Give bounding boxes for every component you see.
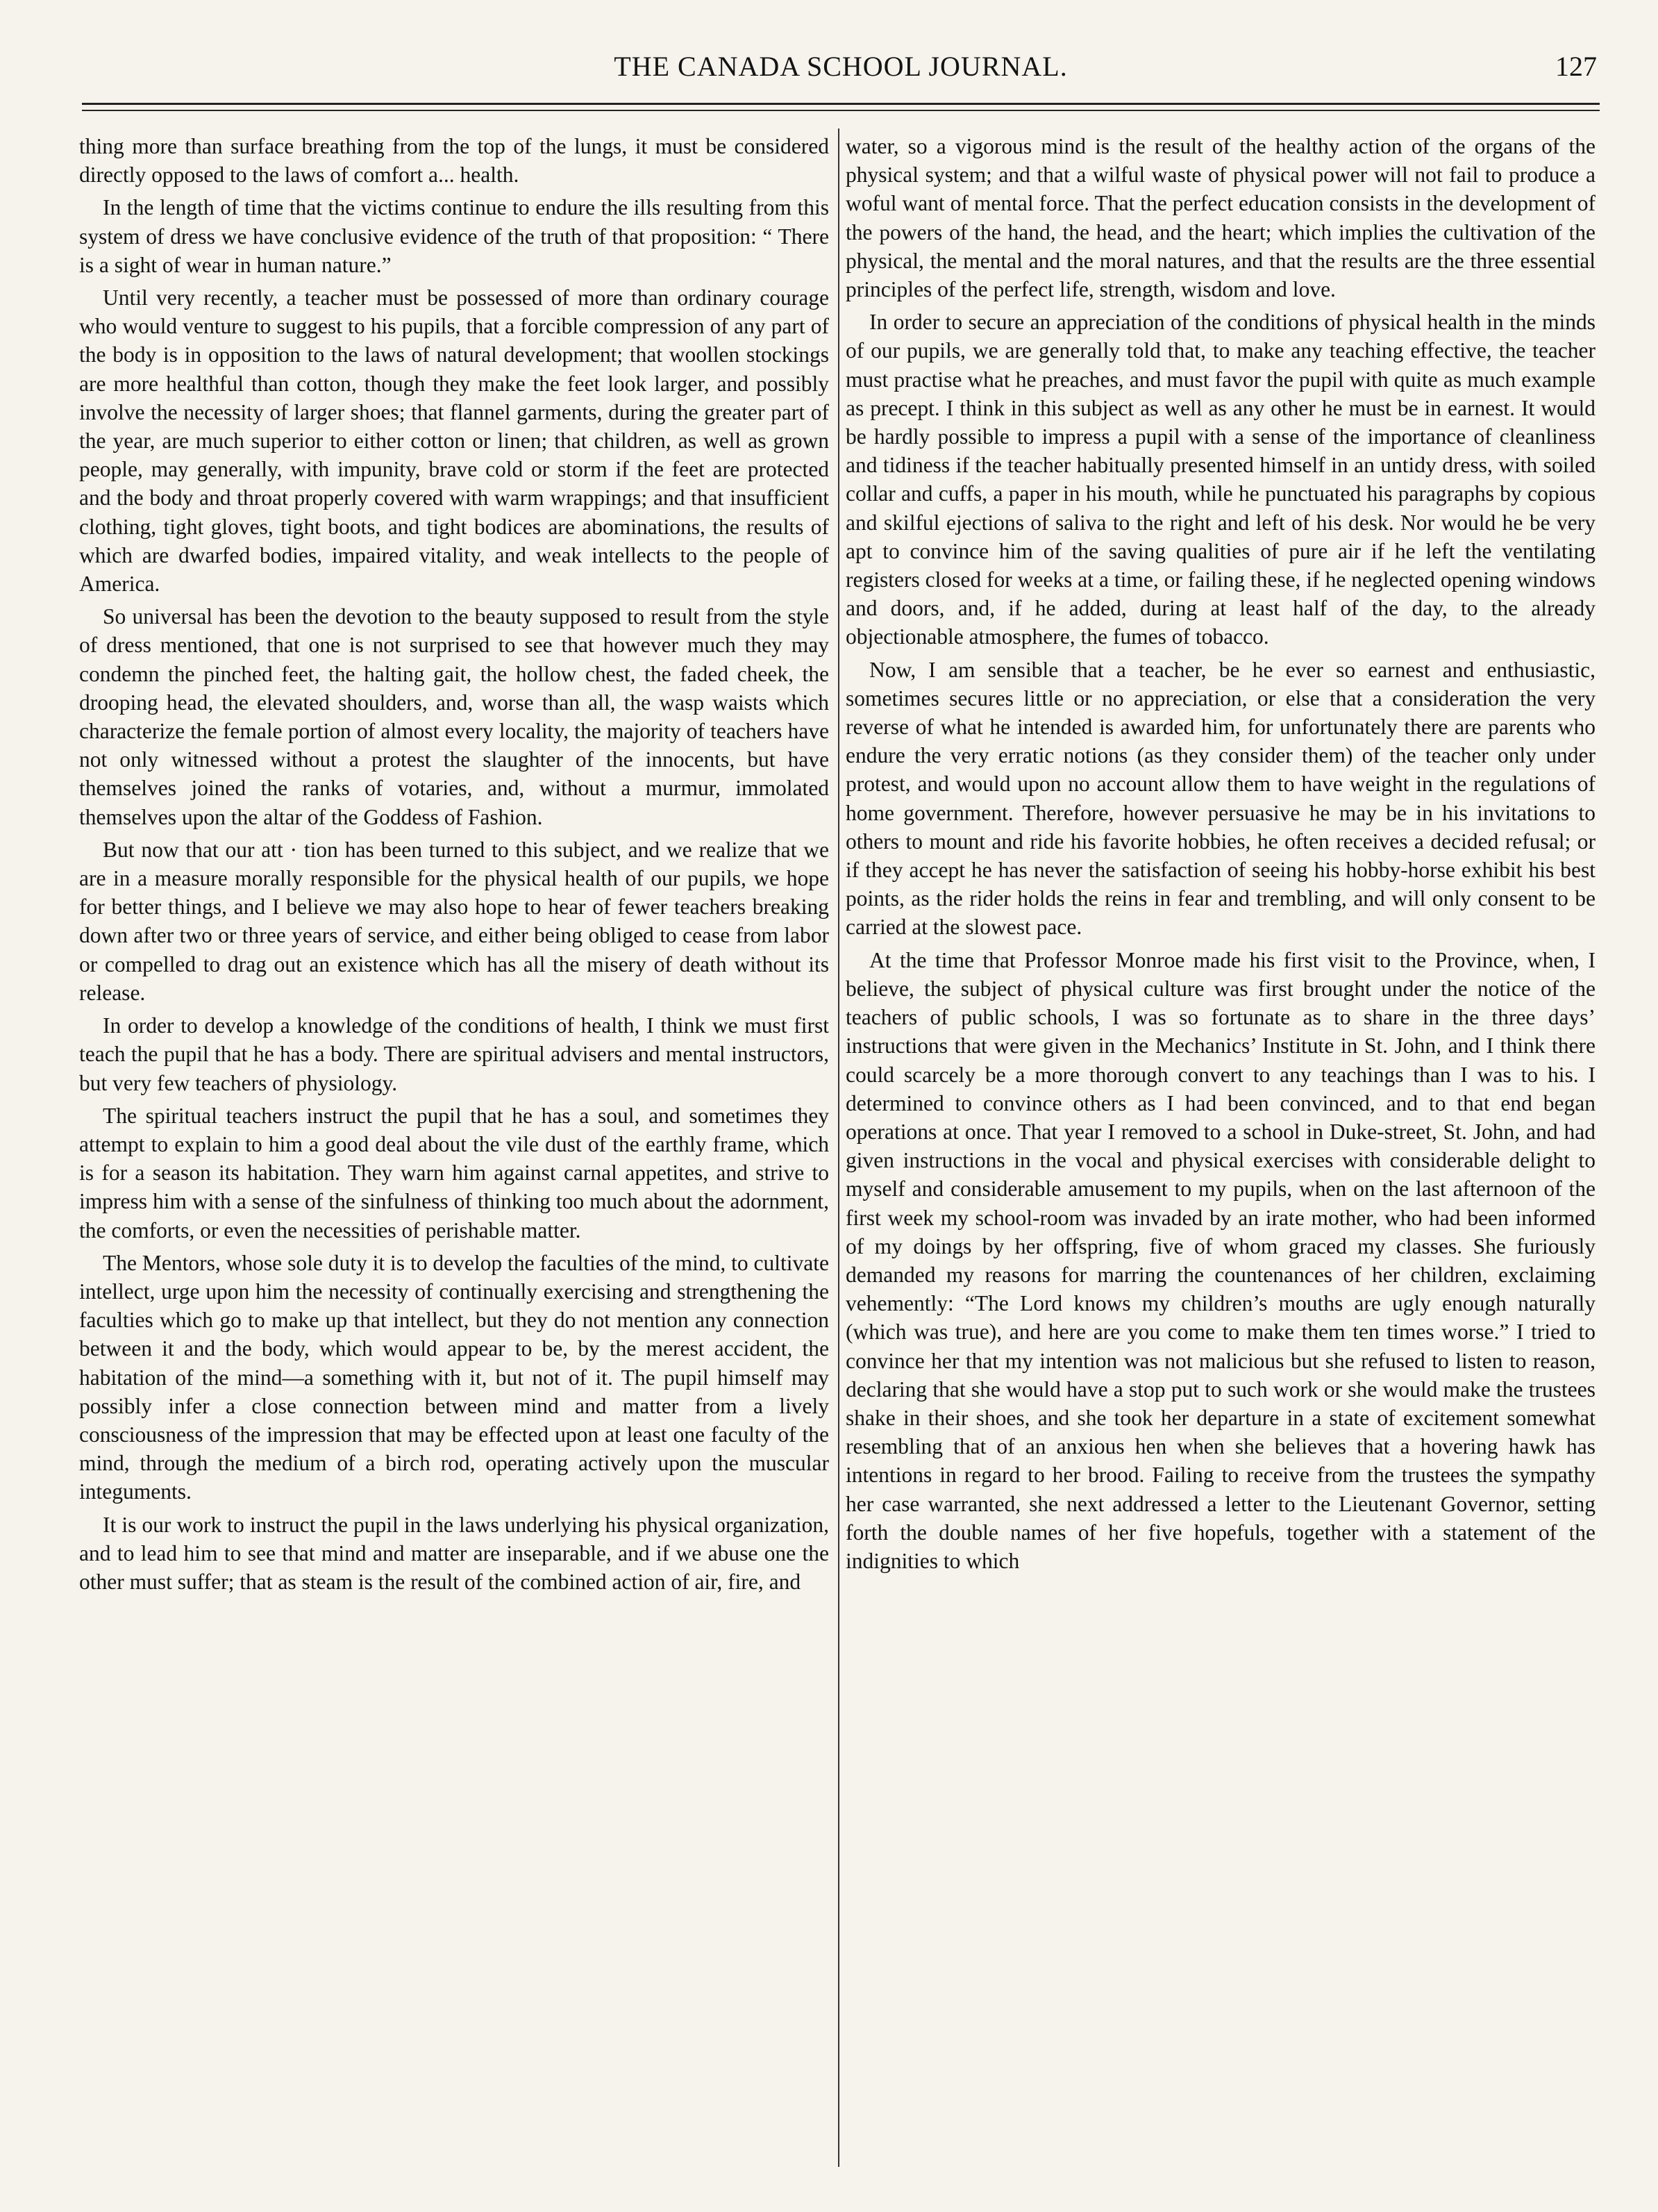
journal-title: THE CANADA SCHOOL JOURNAL. [614,51,1068,82]
paragraph: thing more than surface breathing from the top of the lungs, it must be considered directly opposed to the laws of comfort a... health. [79,134,829,188]
paragraph: In order to secure an appreciation of the conditions of physical health in the minds of our pupils, we are generally told that, to make any teaching effective, the teacher must practise what he preaches, and must favor the pupil with quite as much example as precept. I think in this subject as well as any other he must be in earnest. It would be hardly possible to impress a pupil with a sense of the importance of cleanliness and tidiness if the teacher habitually presented himself in an untidy dress, with soiled collar and cuffs, a paper in his mouth, while he punctuated his paragraphs by copious and skilful ejections of saliva to the right and left of his desk. Nor would he be very apt to convince him of the saving qualities of pure air if he left the ventilating registers closed for weeks at a time, or failing these, if he neglected opening windows and doors, and, if he added, during at least half of the day, to the already objectionable atmosphere, the fumes of tobacco. [846,310,1596,649]
paragraph: water, so a vigorous mind is the result of the healthy action of the organs of the physical system; and that a wilful waste of physical power will not fail to produce a woful want of mental force. That the perfect education consists in the development of the powers of the hand, the head, and the heart; which implies the cultivation of the physical, the mental and the moral natures, and that the results are the three essential principles of the perfect life, strength, wisdom and love. [846,134,1596,302]
paragraph: So universal has been the devotion to the beauty supposed to result from the style of dress mentioned, that one is not surprised to see that however much they may condemn the pinched feet, the halting gait, the hollow chest, the faded cheek, the drooping head, the elevated shoulders, and, worse than all, the wasp waists which characterize the female portion of almost every locality, the majority of teachers have not only witnessed without a protest the slaughter of the innocents, but have themselves joined the ranks of votaries, and, without a murmur, immolated themselves upon the altar of the Goddess of Fashion. [79,604,829,829]
page-header [82,50,1600,100]
paragraph: But now that our att · tion has been turned to this subject, and we realize that we are in a measure morally responsible for the physical health of our pupils, we hope for better things, and I believe we may also hope to hear of fewer teachers breaking down after two or three years of service, and either being obliged to cease from labor or compelled to drag out an existence which has all the misery of death without its release. [79,837,829,1005]
paragraph: Until very recently, a teacher must be possessed of more than ordinary courage who would venture to suggest to his pupils, that a forcible compression of any part of the body is in opposition to the laws of natural development; that woollen stockings are more healthful than cotton, though they make the feet look larger, and possibly involve the necessity of larger shoes; that flannel garments, during the greater part of the year, are much superior to either cotton or linen; that children, as well as grown people, may generally, with impunity, brave cold or storm if the feet are protected and the body and throat properly covered with warm wrappings; and that insufficient clothing, tight gloves, tight boots, and tight bodices are abominations, the results of which are dwarfed bodies, impaired vitality, and weak intellects to the people of America. [79,285,829,597]
paragraph: The spiritual teachers instruct the pupil that he has a soul, and sometimes they attempt to explain to him a good deal about the vile dust of the earthly frame, which is for a season its habitation. They warn him against carnal appetites, and strive to impress him with a sense of the sinfulness of thinking too much about the adornment, the comforts, or even the necessities of perishable matter. [79,1103,829,1242]
page-number: 127 [1555,51,1597,82]
paragraph: In order to develop a knowledge of the conditions of health, I think we must first teach the pupil that he has a body. There are spiritual advisers and mental instructors, but very few teachers of physiology. [79,1013,829,1095]
left-column [79,132,829,2167]
paragraph: Now, I am sensible that a teacher, be he ever so earnest and enthusiastic, sometimes secures little or no appreciation, or else that a consideration the very reverse of what he intended is awarded him, for unfortunately there are parents who endure the very erratic notions (as they consider them) of the teacher only under protest, and would upon no account allow them to have weight in the regulations of home government. Therefore, however persuasive he may be in his invitations to others to mount and ride his favorite hobbies, he often receives a decided refusal; or if they accept he has never the satisfaction of seeing his hobby-horse exhibit his best points, as the rider holds the reins in fear and trembling, and will only consent to be carried at the slowest pace. [846,657,1596,940]
paragraph: At the time that Professor Monroe made his first visit to the Province, when, I believe, the subject of physical culture was first brought under the notice of the teachers of public schools, I was so fortunate as to share in the three days’ instructions that were given in the Mechanics’ Institute in St. John, and I think there could scarcely be a more thorough convert to any teachings than I was to his. I determined to convince others as I had been convinced, and to that end began operations at once. That year I removed to a school in Duke-street, St. John, and had given instructions in the vocal and physical exercises with considerable delight to myself and considerable amusement to my pupils, when on the last afternoon of the first week my school-room was invaded by an irate mother, who had been informed of my doings by her offspring, five of whom graced my classes. She furiously demanded my reasons for marring the countenances of her children, exclaiming vehemently: “The Lord knows my children’s mouths are ugly enough naturally (which was true), and here are you come to make them ten times worse.” I tried to convince her that my intention was not malicious but she refused to listen to reason, declaring that she would have a stop put to such work or she would make the trustees shake in their shoes, and she took her departure in a state of excitement somewhat resembling that of an anxious hen when she believes that a hovering hawk has intentions in regard to her brood. Failing to receive from the trustees the sympathy her case warranted, she next addressed a letter to the Lieutenant Governor, setting forth the double names of her five hopefuls, together with a statement of the indignities to which [846,947,1596,1573]
paragraph: The Mentors, whose sole duty it is to develop the faculties of the mind, to cultivate intellect, urge upon him the necessity of continually exercising and strengthening the faculties which go to make up that intellect, but they do not mention any connection between it and the body, which would appear to be, by the merest accident, the habitation of the mind—a something with it, but not of it. The pupil himself may possibly infer a close connection between mind and matter from a lively consciousness of the impression that may be effected upon at least one faculty of the mind, through the medium of a birch rod, operating actively upon the muscular integuments. [79,1250,829,1504]
paragraph: It is our work to instruct the pupil in the laws underlying his physical organization, and to lead him to see that mind and matter are inseparable, and if we abuse one the other must suffer; that as steam is the result of the combined action of air, fire, and [79,1512,829,1594]
header-rule-bottom [82,110,1600,111]
header-rule-top [82,103,1600,105]
column-divider [838,128,839,2167]
paragraph: In the length of time that the victims continue to endure the ills resulting from this system of dress we have conclusive evidence of the truth of that proposition: “ There is a sight of wear in human nature.” [79,195,829,277]
right-column [846,132,1596,2167]
